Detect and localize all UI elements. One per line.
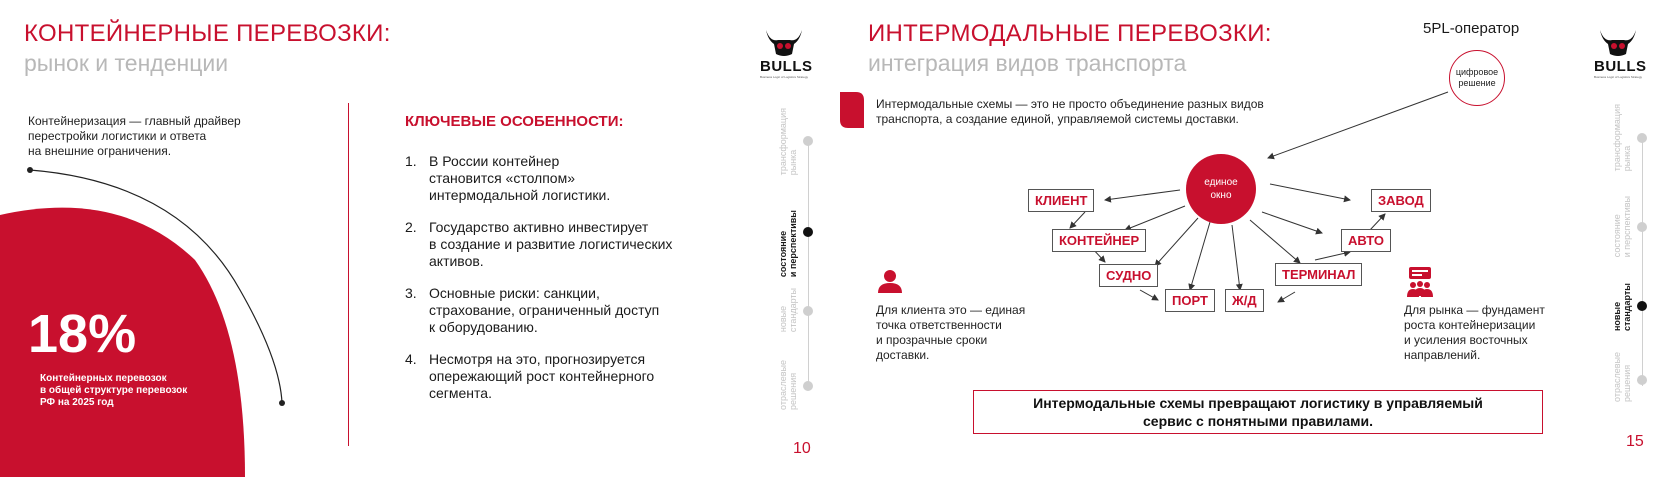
slide1-intro: Контейнеризация — главный драйвер перестройки логистики и ответа на внешние ограничения.: [28, 114, 241, 158]
feature-item: 4. Несмотря на это, прогнозируется опережающий рост контейнерного сегмента.: [405, 351, 655, 401]
logo-name: BULLS: [1594, 58, 1647, 75]
conclusion-box: Интермодальные схемы превращают логистику в управляемый сервис с понятными правилами.: [973, 390, 1543, 434]
stat-value: 18%: [28, 304, 137, 364]
slide1-title: КОНТЕЙНЕРНЫЕ ПЕРЕВОЗКИ:: [24, 20, 391, 47]
nav-item-solutions[interactable]: отраслевые решения: [778, 360, 798, 410]
slide2-title: ИНТЕРМОДАЛЬНЫЕ ПЕРЕВОЗКИ:: [868, 20, 1272, 47]
nav-dot[interactable]: [1637, 222, 1647, 232]
node-container: КОНТЕЙНЕР: [1052, 229, 1146, 252]
nav-item-transformation[interactable]: трансформация рынка: [1612, 104, 1632, 172]
node-factory: ЗАВОД: [1371, 189, 1431, 212]
slide2-subtitle: интеграция видов транспорта: [868, 50, 1187, 76]
slide2-nav-line: [1642, 138, 1643, 386]
page-number: 10: [793, 440, 811, 457]
node-auto: АВТО: [1341, 229, 1391, 252]
logo-tagline: Business Logic of Logistics Strategy: [1594, 75, 1643, 79]
nav-dot-active[interactable]: [1637, 301, 1647, 311]
digital-solution-circle: цифровое решение: [1449, 50, 1505, 106]
group-icon: [1406, 267, 1434, 297]
market-note: Для рынка — фундамент роста контейнеризации и усиления восточных направлений.: [1404, 303, 1545, 362]
nav-item-standards[interactable]: новые стандарты: [1612, 283, 1632, 332]
single-window-circle: единое окно: [1186, 154, 1256, 224]
node-rail: Ж/Д: [1225, 289, 1264, 312]
logo-name: BULLS: [760, 58, 813, 75]
features-heading: КЛЮЧЕВЫЕ ОСОБЕННОСТИ:: [405, 113, 624, 130]
nav-item-solutions[interactable]: отраслевые решения: [1612, 352, 1632, 402]
node-port: ПОРТ: [1165, 289, 1215, 312]
nav-item-state[interactable]: состояние и перспективы: [778, 210, 798, 278]
feature-item: 2. Государство активно инвестирует в создание и развитие логистических активов.: [405, 219, 673, 269]
nav-dot[interactable]: [1637, 133, 1647, 143]
nav-dot[interactable]: [1637, 375, 1647, 385]
bull-logo-icon: [1598, 28, 1638, 58]
logo-tagline: Business Logic of Logistics Strategy: [760, 75, 809, 79]
node-terminal: ТЕРМИНАЛ: [1275, 263, 1362, 286]
page-number: 15: [1626, 433, 1644, 450]
nav-item-transformation[interactable]: трансформация рынка: [778, 108, 798, 176]
client-note: Для клиента это — единая точка ответственности и прозрачные сроки доставки.: [876, 303, 1026, 362]
nav-item-state[interactable]: состояние и перспективы: [1612, 196, 1632, 258]
operator-label: 5PL-оператор: [1423, 20, 1520, 37]
feature-item: 3. Основные риски: санкции, страхование, ограниченный доступ к оборудованию.: [405, 285, 660, 335]
slide2-intro: Интермодальные схемы — это не просто объединение разных видов транспорта, а создание единой, управляемой системы доставки.: [876, 97, 1264, 126]
person-icon: [878, 269, 902, 293]
node-ship: СУДНО: [1099, 264, 1158, 287]
stat-caption: Контейнерных перевозок в общей структуре перевозок РФ на 2025 год: [40, 373, 188, 408]
feature-item: 1. В России контейнер становится «столпом» интермодальной логистики.: [405, 153, 611, 203]
node-client: КЛИЕНТ: [1028, 189, 1094, 212]
nav-item-standards[interactable]: новые стандарты: [778, 288, 798, 333]
slide1-subtitle: рынок и тенденции: [24, 50, 229, 76]
